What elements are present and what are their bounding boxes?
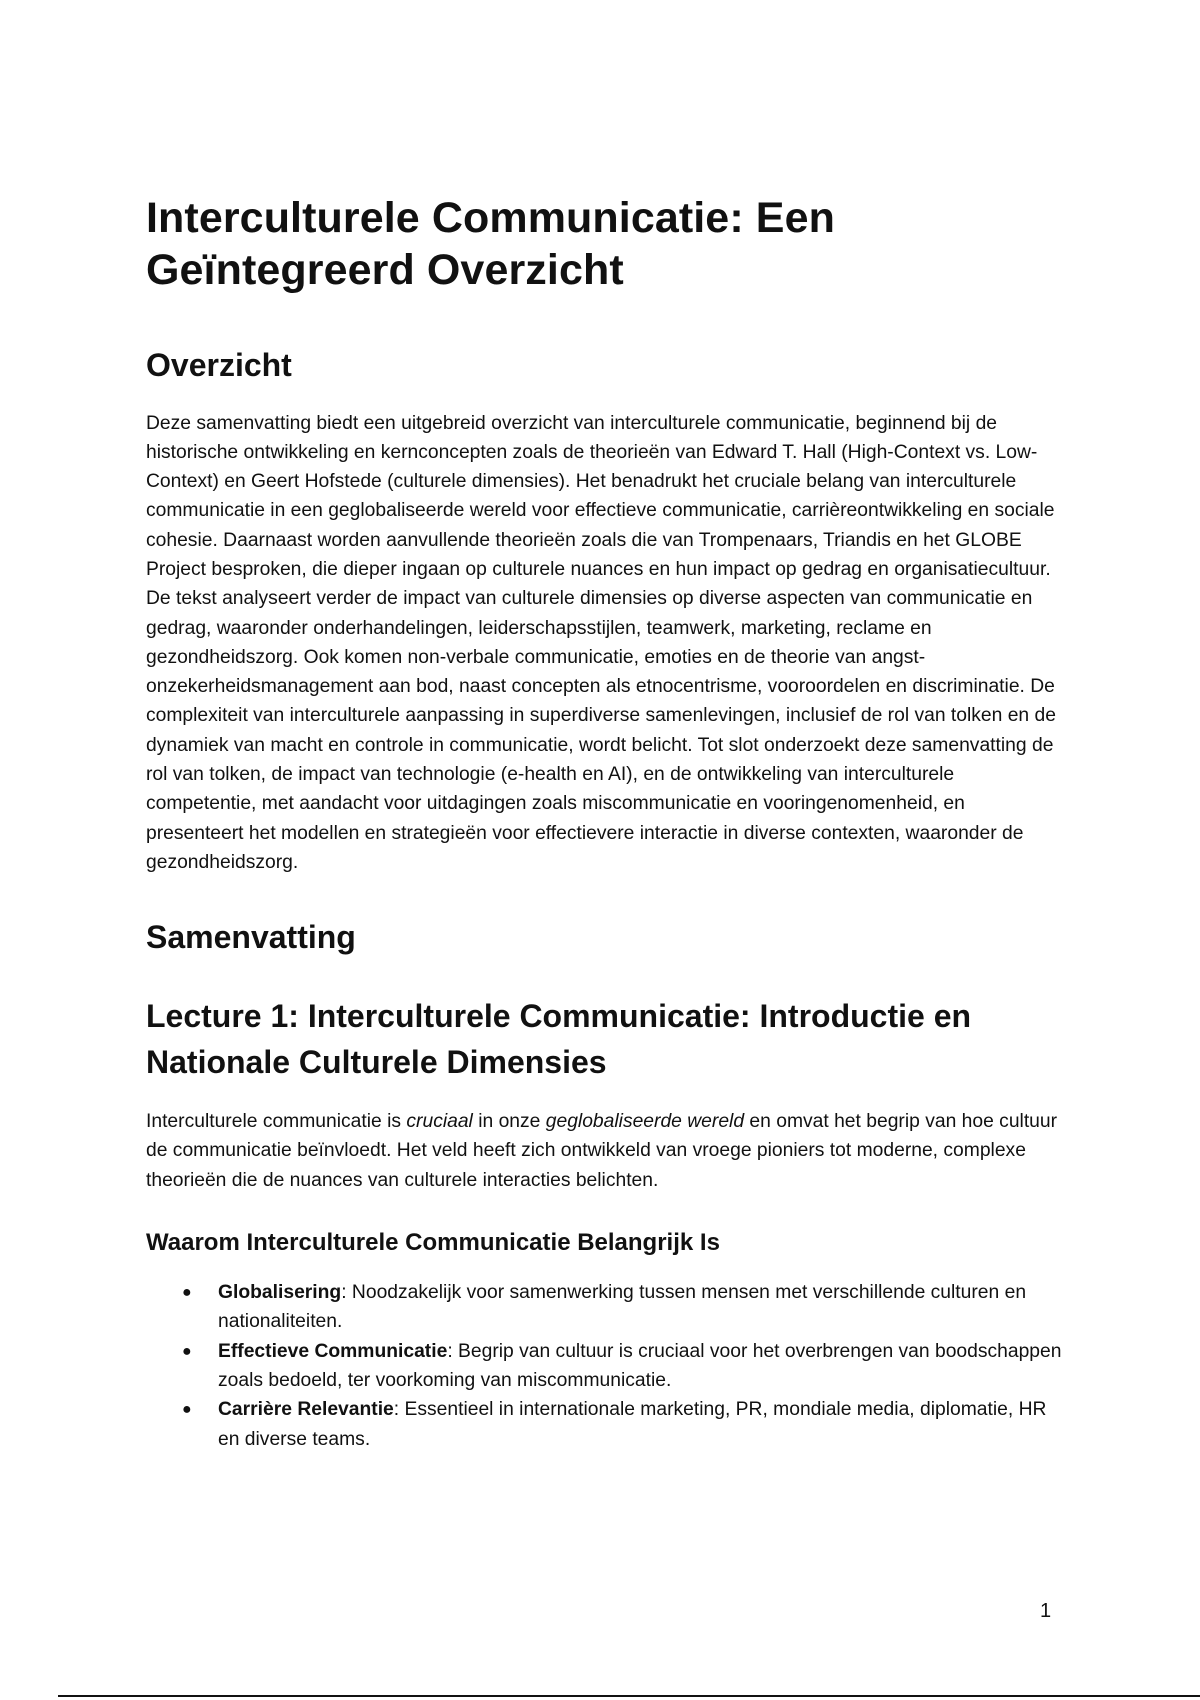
list-item-term: Carrière Relevantie bbox=[218, 1399, 394, 1421]
list-item-text: : Begrip van cultuur is cruciaal voor het overbrengen van boodschappen zoals bedoeld, ter voorkoming van miscommunicatie. bbox=[218, 1340, 1062, 1391]
lecture1-subheading: Waarom Interculturele Communicatie Belangrijk Is bbox=[146, 1228, 720, 1256]
list-item-text: : Noodzakelijk voor samenwerking tussen mensen met verschillende culturen en nationaliteiten. bbox=[218, 1282, 1027, 1333]
list-item bbox=[146, 1337, 1066, 1396]
intro-text-3: en omvat het begrip van hoe cultuur de communicatie beïnvloedt. Het veld heeft zich ontwikkeld van vroege pioniers tot moderne, complexe theorieën die de nuances van culturele interacties belichten. bbox=[146, 1111, 1058, 1191]
page-content bbox=[146, 192, 1066, 1454]
intro-emphasis-cruciaal: cruciaal bbox=[406, 1111, 473, 1132]
intro-text-1: Interculturele communicatie is bbox=[146, 1111, 407, 1132]
page-number: 1 bbox=[1040, 1600, 1052, 1622]
lecture1-heading: Lecture 1: Interculturele Communicatie: Introductie en Nationale Culturele Dimensies bbox=[146, 997, 972, 1080]
list-item-text: : Essentieel in internationale marketing, PR, mondiale media, diplomatie, HR en diverse teams. bbox=[218, 1399, 1047, 1450]
samenvatting-heading: Samenvatting bbox=[146, 919, 356, 956]
intro-emphasis-wereld: geglobaliseerde wereld bbox=[545, 1111, 745, 1132]
intro-text-2: in onze bbox=[472, 1111, 546, 1132]
list-item bbox=[146, 1395, 1066, 1454]
list-item-term: Effectieve Communicatie bbox=[218, 1340, 448, 1362]
document-title: Interculturele Communicatie: Een Geïntegreerd Overzicht bbox=[146, 194, 835, 295]
overzicht-paragraph: Deze samenvatting biedt een uitgebreid overzicht van interculturele communicatie, beginnend bij de historische ontwikkeling en kernconcepten zoals de theorieën van Edward T. Hall (High-Context vs. Low-Context) en Geert Hofstede (culturele dimensies). Het benadrukt het cruciale belang van interculturele communicatie in een geglobaliseerde wereld voor effectieve communicatie, carrièreontwikkeling en sociale cohesie. Daarnaast worden aanvullende theorieën zoals die van Trompenaars, Triandis en het GLOBE Project besproken, die dieper ingaan op culturele nuances en hun impact op gedrag en organisatiecultuur. De tekst analyseert verder de impact van culturele dimensies op diverse aspecten van communicatie en gedrag, waaronder onderhandelingen, leiderschapsstijlen, teamwerk, marketing, reclame en gezondheidszorg. Ook komen non-verbale communicatie, emoties en de theorie van angst-onzekerheidsmanagement aan bod, naast concepten als etnocentrisme, vooroordelen en discriminatie. De complexiteit van interculturele aanpassing in superdiverse samenlevingen, inclusief de rol van tolken en de dynamiek van macht en controle in communicatie, wordt belicht. Tot slot onderzoekt deze samenvatting de rol van tolken, de impact van technologie (e-health en AI), en de ontwikkeling van interculturele competentie, met aandacht voor uitdagingen zoals miscommunicatie en vooringenomenheid, en presenteert het modellen en strategieën voor effectievere interactie in diverse contexten, waaronder de gezondheidszorg. bbox=[146, 412, 1056, 873]
bullet-icon: ● bbox=[182, 1342, 192, 1360]
page-bottom-rule bbox=[58, 1695, 1200, 1697]
overzicht-heading: Overzicht bbox=[146, 346, 292, 383]
bullet-icon: ● bbox=[182, 1284, 192, 1302]
list-item bbox=[146, 1278, 1066, 1337]
lecture1-intro bbox=[146, 1107, 1066, 1195]
bullet-icon: ● bbox=[182, 1401, 192, 1419]
importance-list bbox=[146, 1278, 1066, 1454]
list-item-term: Globalisering bbox=[218, 1282, 342, 1304]
